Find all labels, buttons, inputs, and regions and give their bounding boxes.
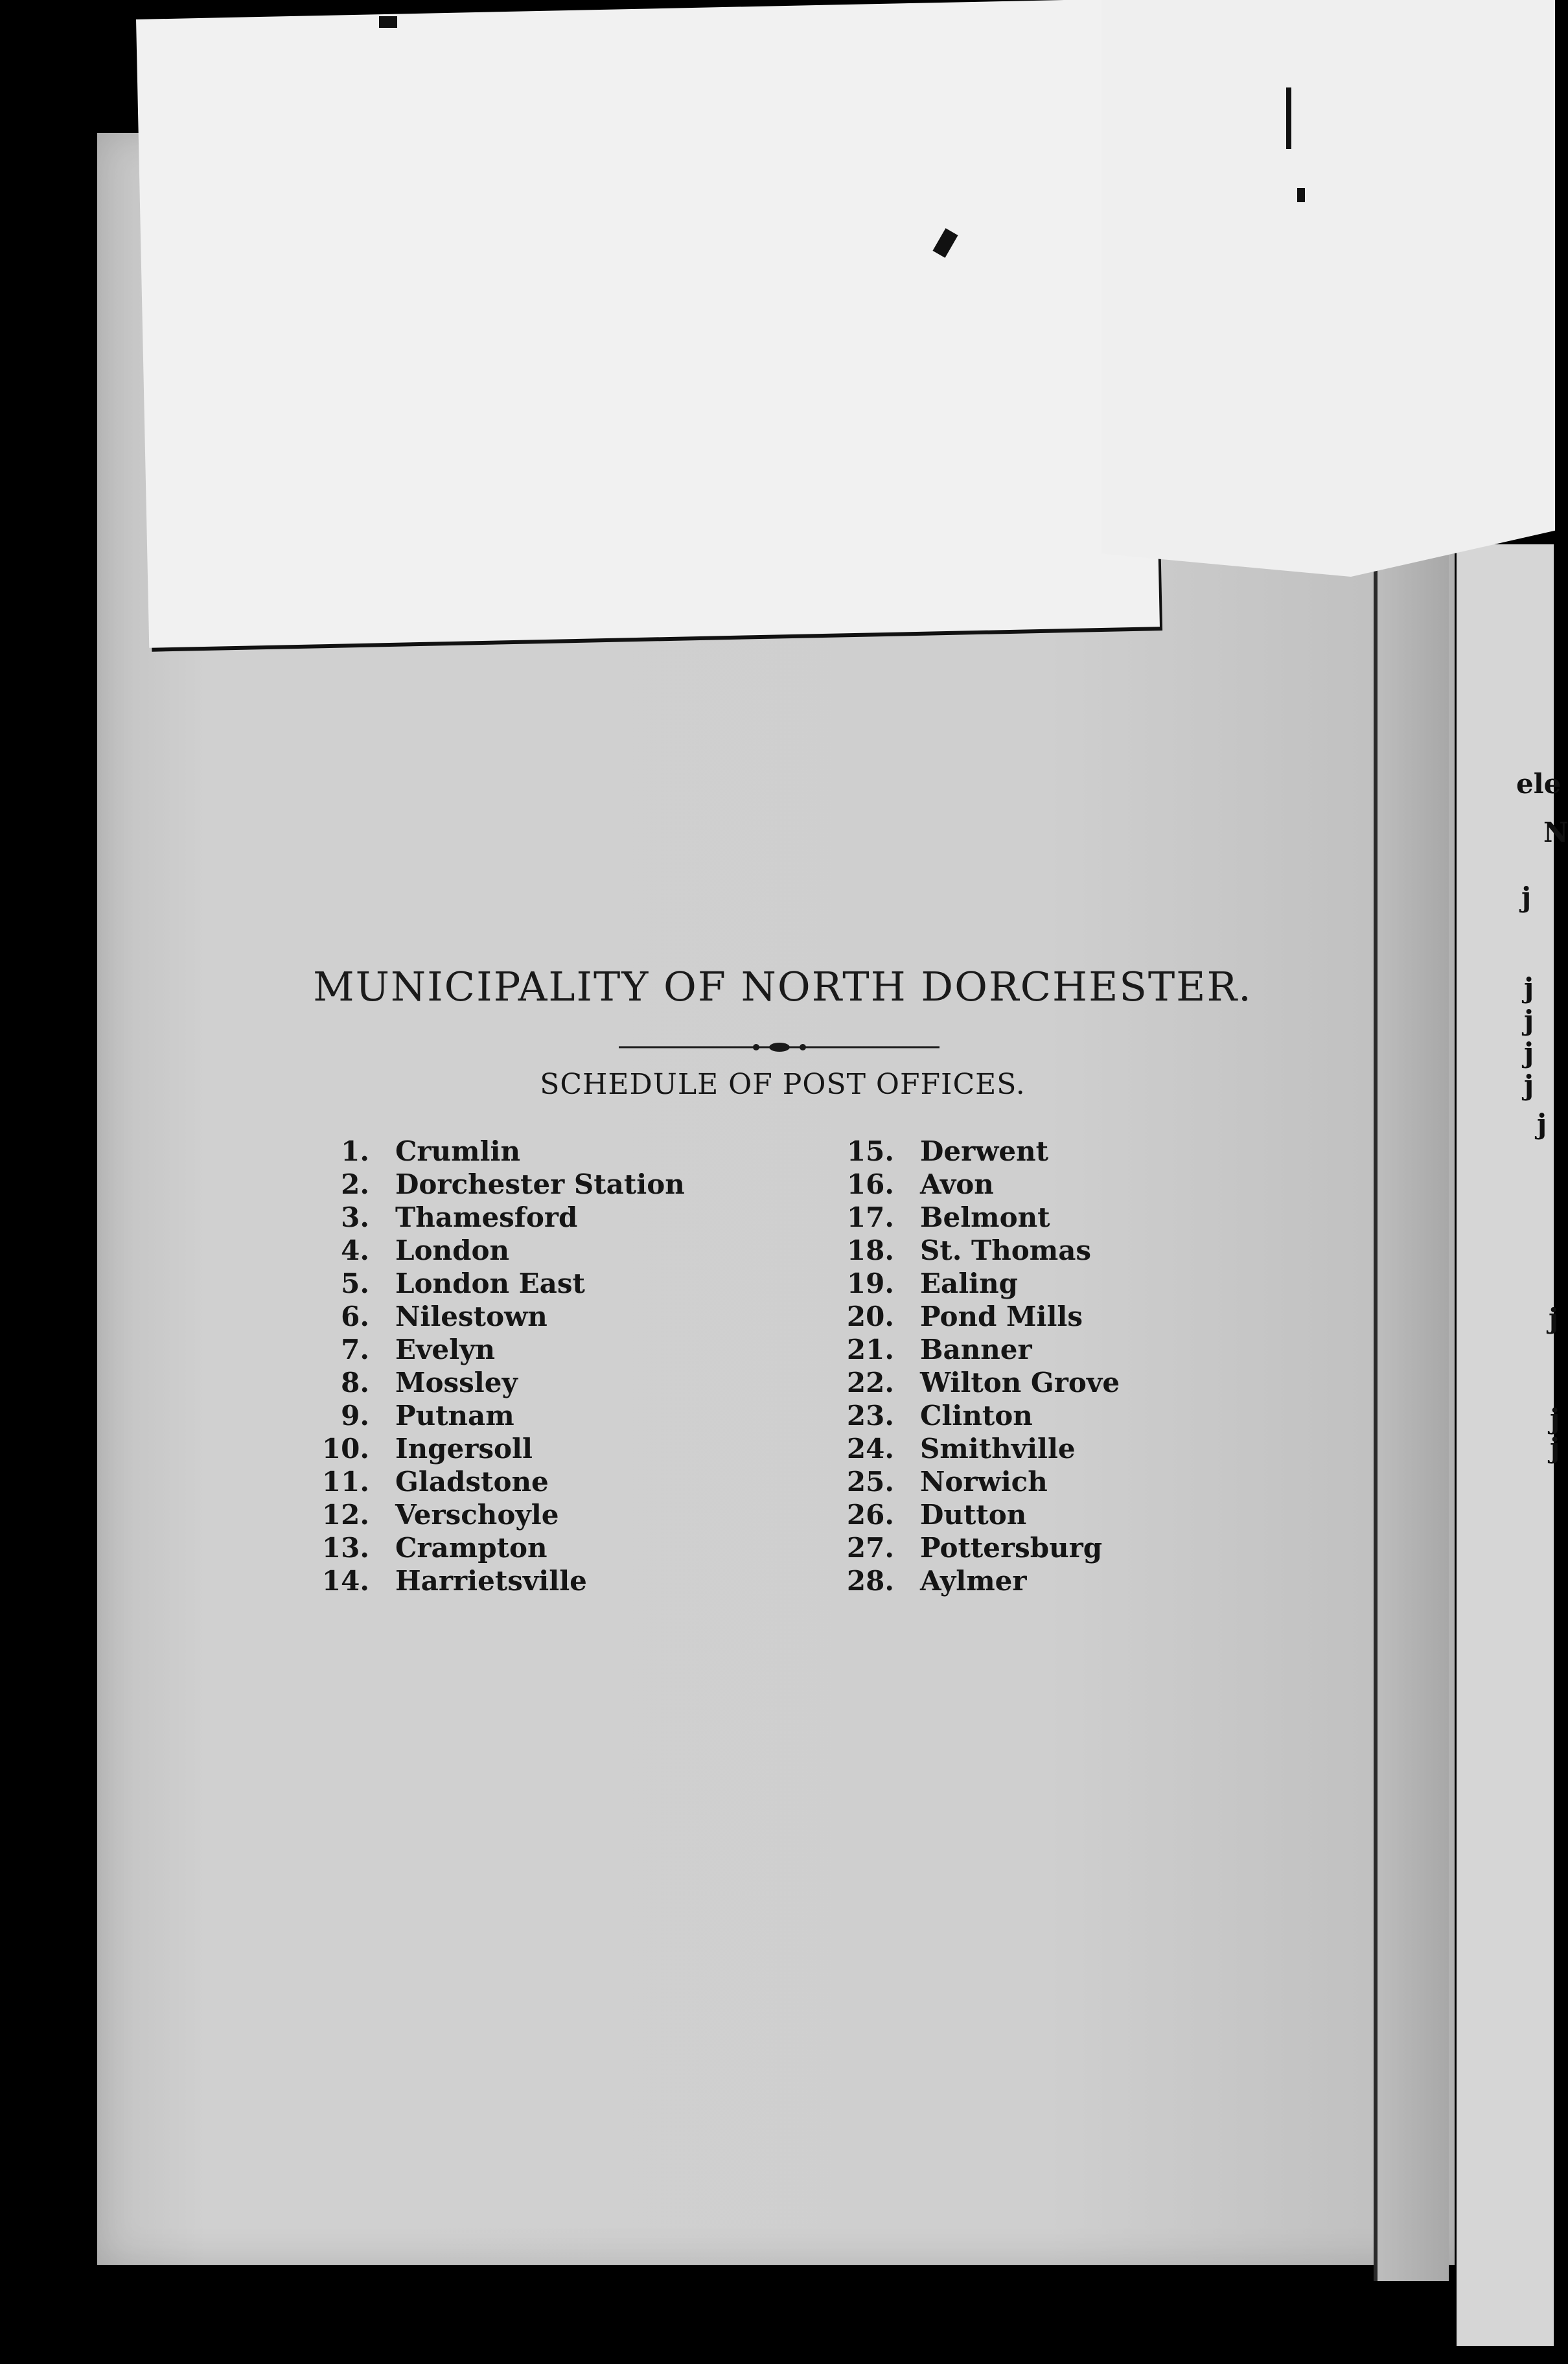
- post-office-name: Wilton Grove: [920, 1367, 1120, 1398]
- post-office-item: [836, 1234, 1120, 1268]
- post-office-item: [836, 1532, 1120, 1565]
- post-office-item: [836, 1565, 1120, 1598]
- post-office-name: Ingersoll: [395, 1433, 533, 1465]
- post-office-name: Gladstone: [395, 1466, 549, 1498]
- post-office-name: Ealing: [920, 1268, 1019, 1299]
- title-ornament-divider: [619, 1039, 940, 1055]
- post-office-item: [836, 1334, 1120, 1367]
- post-office-item: [311, 1201, 685, 1234]
- post-office-number: 8.: [341, 1367, 369, 1398]
- post-office-name: Belmont: [920, 1201, 1050, 1233]
- post-office-name: Thamesford: [395, 1201, 578, 1233]
- post-office-name: St. Thomas: [920, 1234, 1092, 1266]
- post-office-name: Verschoyle: [395, 1499, 559, 1531]
- post-office-number: 12.: [321, 1499, 369, 1531]
- post-office-number: 26.: [846, 1499, 894, 1531]
- margin-fragment: ele: [1516, 768, 1562, 800]
- post-office-item: [311, 1400, 685, 1433]
- post-office-number: 9.: [341, 1400, 369, 1431]
- post-office-number: 1.: [341, 1135, 369, 1167]
- margin-fragment: j: [1524, 972, 1534, 1004]
- margin-fragment: j: [1537, 1108, 1547, 1140]
- post-office-item: [311, 1367, 685, 1400]
- post-office-item: [836, 1168, 1120, 1201]
- post-office-name: Putnam: [395, 1400, 514, 1431]
- post-office-item: [311, 1466, 685, 1499]
- post-office-name: Norwich: [920, 1466, 1048, 1498]
- post-office-number: 5.: [341, 1268, 369, 1299]
- post-office-item: [311, 1268, 685, 1301]
- margin-fragment: j: [1524, 1004, 1534, 1036]
- post-office-item: [311, 1334, 685, 1367]
- post-office-number: 18.: [846, 1234, 894, 1266]
- post-office-number: 23.: [846, 1400, 894, 1431]
- post-office-item: [836, 1400, 1120, 1433]
- page-spine: [1374, 531, 1449, 2281]
- post-office-name: Smithville: [920, 1433, 1076, 1465]
- post-office-name: Banner: [920, 1334, 1032, 1365]
- post-office-item: [311, 1532, 685, 1565]
- post-office-number: 6.: [341, 1301, 369, 1332]
- post-office-item: [311, 1301, 685, 1334]
- post-office-name: Pond Mills: [920, 1301, 1083, 1332]
- post-office-number: 2.: [341, 1168, 369, 1200]
- post-office-number: 16.: [846, 1168, 894, 1200]
- post-office-name: Dutton: [920, 1499, 1027, 1531]
- margin-fragment: j: [1550, 1403, 1560, 1435]
- post-office-name: Harrietsville: [395, 1565, 587, 1597]
- post-office-number: 27.: [846, 1532, 894, 1564]
- post-office-list-left: [311, 1135, 685, 1598]
- adjacent-page-edge: [1457, 544, 1554, 2346]
- post-office-name: Crampton: [395, 1532, 548, 1564]
- post-office-number: 7.: [341, 1334, 369, 1365]
- post-office-name: Crumlin: [395, 1135, 520, 1167]
- margin-fragment: j: [1549, 1303, 1559, 1334]
- margin-fragment: j: [1524, 1069, 1534, 1101]
- post-office-name: Mossley: [395, 1367, 518, 1398]
- post-office-number: 3.: [341, 1201, 369, 1233]
- post-office-number: 17.: [846, 1201, 894, 1233]
- post-office-item: [836, 1201, 1120, 1234]
- post-office-name: Pottersburg: [920, 1532, 1103, 1564]
- post-office-number: 4.: [341, 1234, 369, 1266]
- post-office-name: Dorchester Station: [395, 1168, 685, 1200]
- ink-speck: [379, 16, 397, 28]
- post-office-item: [836, 1268, 1120, 1301]
- post-office-item: [836, 1466, 1120, 1499]
- post-office-name: Evelyn: [395, 1334, 496, 1365]
- margin-fragment: j: [1524, 1037, 1534, 1069]
- overlay-paper-slip-torn: [1101, 0, 1555, 577]
- post-office-name: Clinton: [920, 1400, 1033, 1431]
- post-office-number: 13.: [321, 1532, 369, 1564]
- page-subtitle: SCHEDULE OF POST OFFICES.: [540, 1068, 1026, 1101]
- post-office-item: [311, 1433, 685, 1466]
- ink-speck: [1286, 87, 1291, 149]
- page-title: MUNICIPALITY OF NORTH DORCHESTER.: [313, 963, 1252, 1010]
- post-office-number: 19.: [846, 1268, 894, 1299]
- post-office-name: London: [395, 1234, 509, 1266]
- post-office-number: 28.: [846, 1565, 894, 1597]
- post-office-item: [836, 1135, 1120, 1168]
- post-office-name: London East: [395, 1268, 585, 1299]
- post-office-name: Nilestown: [395, 1301, 548, 1332]
- post-office-list-right: [836, 1135, 1120, 1598]
- overlay-paper-slip: [136, 0, 1160, 648]
- post-office-item: [311, 1565, 685, 1598]
- margin-fragment: j: [1521, 881, 1532, 913]
- post-office-name: Aylmer: [920, 1565, 1027, 1597]
- post-office-number: 20.: [846, 1301, 894, 1332]
- post-office-item: [311, 1135, 685, 1168]
- post-office-item: [836, 1433, 1120, 1466]
- post-office-number: 22.: [846, 1367, 894, 1398]
- post-office-number: 10.: [321, 1433, 369, 1465]
- post-office-name: Avon: [920, 1168, 994, 1200]
- post-office-name: Derwent: [920, 1135, 1049, 1167]
- post-office-number: 21.: [846, 1334, 894, 1365]
- post-office-number: 11.: [321, 1466, 369, 1498]
- post-office-item: [311, 1499, 685, 1532]
- post-office-number: 24.: [846, 1433, 894, 1465]
- post-office-number: 15.: [846, 1135, 894, 1167]
- post-office-item: [311, 1234, 685, 1268]
- post-office-item: [836, 1301, 1120, 1334]
- post-office-item: [836, 1499, 1120, 1532]
- margin-fragment: N: [1543, 817, 1568, 848]
- ink-speck: [1297, 188, 1305, 202]
- post-office-item: [836, 1367, 1120, 1400]
- margin-fragment: j: [1550, 1432, 1560, 1464]
- post-office-number: 25.: [846, 1466, 894, 1498]
- post-office-item: [311, 1168, 685, 1201]
- post-office-number: 14.: [321, 1565, 369, 1597]
